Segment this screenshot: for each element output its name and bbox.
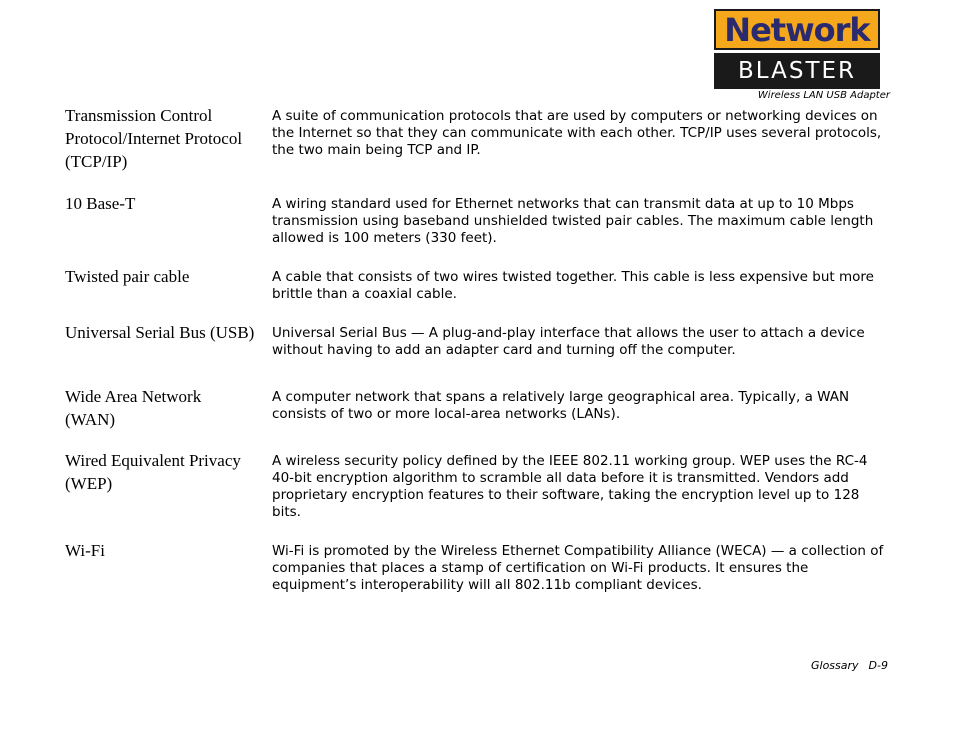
glossary-definition: A cable that consists of two wires twisted together. This cable is less expensive but more brittle than a coaxial cable. [272, 269, 874, 302]
glossary-term: Twisted pair cable [65, 267, 190, 286]
logo-blaster-panel [714, 53, 880, 89]
glossary-term: 10 Base-T [65, 194, 136, 213]
glossary-definition: A wireless security policy defined by the IEEE 802.11 working group. WEP uses the RC-4 40-bit encryption algorithm to scramble all data before it is transmitted. Vendors add proprietary encryption features to their software, taking the encryption level up to 128 bits. [272, 453, 868, 520]
footer-page-number: D-9 [868, 659, 888, 672]
glossary-definition: A wiring standard used for Ethernet networks that can transmit data at up to 10 Mbps transmission using baseband unshielded twisted pair cables. The maximum cable length allowed is 100 meters (330 feet). [272, 196, 874, 246]
glossary-term: Transmission Control Protocol/Internet Protocol (TCP/IP) [65, 106, 243, 171]
glossary-term: Universal Serial Bus (USB) [65, 323, 255, 342]
glossary-term: Wi-Fi [65, 541, 105, 560]
logo-network-panel [714, 9, 880, 50]
glossary-term: Wired Equivalent Privacy (WEP) [65, 451, 241, 493]
footer-section: Glossary [811, 659, 859, 672]
glossary-term: Wide Area Network (WAN) [65, 387, 202, 429]
logo-network-word: Network [724, 10, 870, 49]
network-blaster-logo [714, 9, 880, 89]
glossary-definition: A computer network that spans a relatively large geographical area. Typically, a WAN consists of two or more local-area networks (LANs). [272, 389, 850, 422]
glossary-definition: Wi-Fi is promoted by the Wireless Ethernet Compatibility Alliance (WECA) — a collection of companies that places a stamp of certification on Wi-Fi products. It ensures the equipment’s interoperability will all 802.11b compliant devices. [272, 543, 884, 593]
logo-tagline: Wireless LAN USB Adapter [757, 90, 890, 101]
glossary-definition: A suite of communication protocols that are used by computers or networking devices on the Internet so that they can communicate with each other. TCP/IP uses several protocols, the two main being TCP and IP. [272, 108, 882, 158]
logo-blaster-word: BLASTER [737, 57, 857, 84]
glossary-definition: Universal Serial Bus — A plug-and-play interface that allows the user to attach a device without having to add an adapter card and turning off the computer. [272, 325, 865, 358]
page-footer [801, 659, 888, 672]
